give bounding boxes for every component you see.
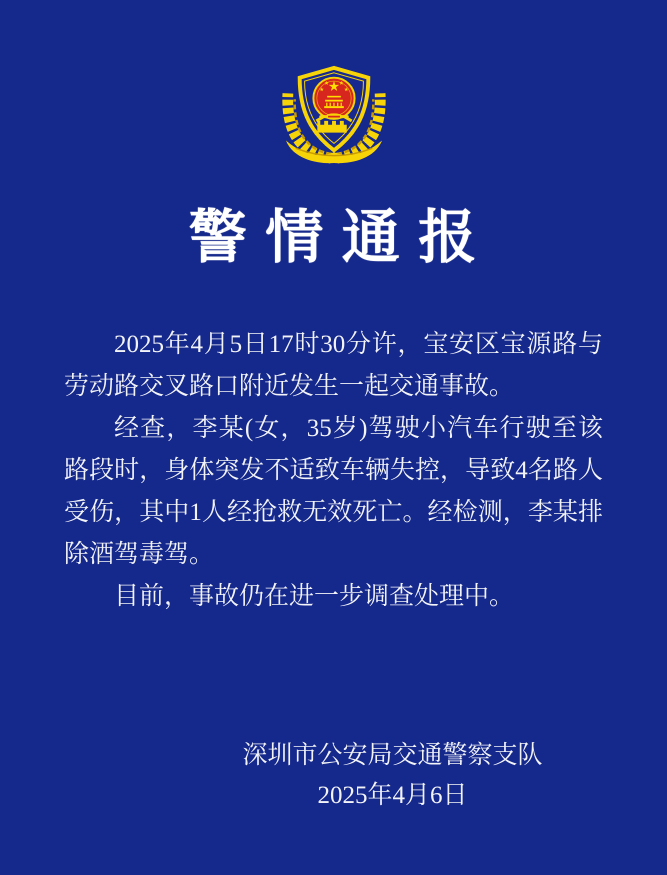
signature-block — [118, 736, 667, 816]
notice-title: 警 情 通 报 — [188, 205, 479, 270]
signature-date: 2025年4月6日 — [317, 782, 468, 809]
signature-agency: 深圳市公安局交通警察支队 — [242, 742, 543, 769]
notice-body — [64, 324, 603, 618]
police-badge-icon — [280, 62, 388, 164]
notice-paragraph-incident: 2025年4月5日17时30分许，宝安区宝源路与劳动路交叉路口附近发生一起交通事故。 — [64, 331, 603, 400]
notice-paragraph-status: 目前，事故仍在进一步调查处理中。 — [114, 583, 515, 610]
notice-paragraph-investigation: 经查，李某(女，35岁)驾驶小汽车行驶至该路段时，身体突发不适致车辆失控，导致4名路人受伤，其中1人经抢救无效死亡。经检测，李某排除酒驾毒驾。 — [64, 415, 603, 568]
